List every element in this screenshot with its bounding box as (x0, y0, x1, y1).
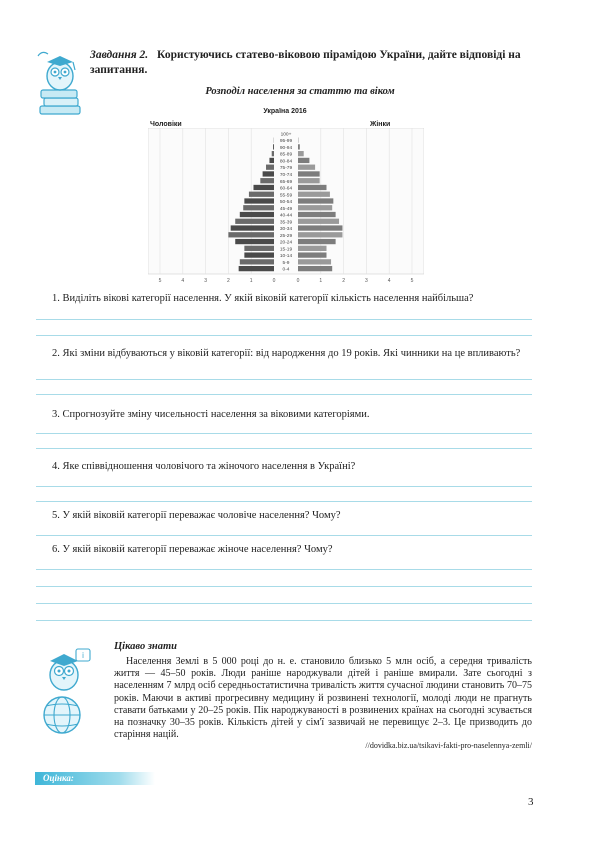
fact-title: Цікаво знати (114, 641, 178, 652)
question-5: 5. У якій віковій категорії переважає чоловіче населення? Чому? (52, 510, 341, 521)
age-label: 40-44 (279, 213, 293, 219)
age-label: 45-49 (279, 206, 293, 212)
bar-male-85-89 (272, 151, 274, 156)
age-label: 60-64 (279, 186, 293, 192)
task-heading (90, 48, 540, 78)
answer-line[interactable] (36, 319, 532, 320)
answer-line[interactable] (36, 501, 532, 502)
x-tick-label: 5 (410, 278, 414, 284)
answer-line[interactable] (36, 394, 532, 395)
age-label: 70-74 (279, 172, 293, 178)
age-label: 75-79 (279, 166, 293, 172)
bar-male-45-49 (243, 205, 274, 210)
owl-globe-icon (32, 645, 98, 737)
answer-line[interactable] (36, 603, 532, 604)
task-number: Завдання 2. (90, 49, 149, 61)
population-pyramid-chart (148, 128, 424, 286)
bar-male-10-14 (244, 252, 274, 257)
bar-male-15-19 (244, 246, 274, 251)
answer-line[interactable] (36, 486, 532, 487)
question-2: 2. Які зміни відбуваються у віковій категорії: від народження до 19 років. Які чинники на це впливають? (52, 348, 521, 359)
age-label: 55-59 (279, 193, 293, 199)
bar-female-25-29 (298, 232, 342, 237)
bar-male-70-74 (263, 171, 274, 176)
bar-male-50-54 (244, 198, 274, 203)
age-label: 90-94 (279, 145, 293, 151)
age-label: 35-39 (279, 220, 293, 226)
x-tick-label: 4 (181, 278, 185, 284)
bar-female-85-89 (298, 151, 304, 156)
question-4: 4. Яке співвідношення чоловічого та жіночого населення в Україні? (52, 461, 356, 472)
bar-male-75-79 (266, 165, 274, 170)
bar-female-5-9 (298, 259, 331, 264)
age-label: 80-84 (279, 159, 293, 165)
x-tick-label: 3 (204, 278, 207, 284)
age-label: 25-29 (279, 233, 293, 239)
answer-line[interactable] (36, 620, 532, 621)
bar-female-40-44 (298, 212, 336, 217)
bar-female-70-74 (298, 171, 320, 176)
question-1: 1. Виділіть вікові категорії населення. У якій віковій категорії кількість населення найбільша? (52, 293, 474, 304)
bar-female-65-69 (298, 178, 320, 183)
bar-female-45-49 (298, 205, 332, 210)
bar-male-0-4 (239, 266, 274, 271)
bar-male-5-9 (240, 259, 274, 264)
age-label: 30-34 (279, 227, 293, 233)
bar-male-40-44 (240, 212, 274, 217)
bar-male-65-69 (260, 178, 274, 183)
bar-male-80-84 (269, 158, 274, 163)
bar-female-75-79 (298, 165, 315, 170)
svg-text:i: i (82, 651, 84, 660)
age-label: 65-69 (279, 179, 293, 185)
grade-label: Оцінка: (43, 773, 74, 783)
answer-line[interactable] (36, 379, 532, 380)
x-tick-label: 3 (365, 278, 368, 284)
bar-male-30-34 (231, 225, 274, 230)
bar-male-25-29 (228, 232, 274, 237)
bar-female-35-39 (298, 219, 339, 224)
bar-female-30-34 (298, 225, 342, 230)
x-tick-label: 1 (319, 278, 323, 284)
question-6: 6. У якій віковій категорії переважає жіноче населення? Чому? (52, 544, 333, 555)
bar-female-90-94 (298, 144, 300, 149)
bar-female-55-59 (298, 192, 330, 197)
chart-right-label: Жінки (370, 121, 391, 128)
age-label: 95-99 (279, 139, 293, 145)
age-label: 10-14 (279, 254, 293, 260)
answer-line[interactable] (36, 433, 532, 434)
x-tick-label: 0 (296, 278, 300, 284)
page-number: 3 (528, 796, 534, 808)
x-tick-label: 4 (387, 278, 391, 284)
source-link[interactable]: //dovidka.biz.ua/tsikavi-fakti-pro-naselennya-zemli/ (365, 741, 532, 750)
bar-male-60-64 (253, 185, 274, 190)
x-tick-label: 2 (342, 278, 345, 284)
bar-female-20-24 (298, 239, 336, 244)
answer-line[interactable] (36, 535, 532, 536)
bar-female-80-84 (298, 158, 309, 163)
question-3: 3. Спрогнозуйте зміну чисельності населення за віковими категоріями. (52, 409, 370, 420)
chart-left-label: Чоловіки (150, 121, 182, 128)
bar-female-50-54 (298, 198, 333, 203)
owl-books-icon (32, 46, 88, 120)
age-label: 15-19 (279, 247, 293, 253)
chart-title: Україна 2016 (263, 108, 307, 115)
answer-line[interactable] (36, 448, 532, 449)
age-label: 20-24 (279, 240, 293, 246)
x-tick-label: 2 (227, 278, 230, 284)
grade-banner (35, 772, 155, 785)
x-tick-label: 1 (249, 278, 253, 284)
age-label: 85-89 (279, 152, 293, 158)
answer-line[interactable] (36, 586, 532, 587)
bar-male-35-39 (235, 219, 274, 224)
bar-female-0-4 (298, 266, 332, 271)
age-label: 50-54 (279, 200, 293, 206)
fact-text: Населення Землі в 5 000 році до н. е. становило близько 5 млн осіб, а середня тривалість життя — 45–50 років. Люди раніше народжували дітей і раніше вмирали. Зате сьогодні з населенням 7 млрд осіб середньостатистична тривалість життя сучасної людини становить 70–75 років. Маючи в активі прогресивну медицину й розвинені технології, молоді люди не прагнуть ставати батьками у 20–25 років. Пік народжуваності в розвинених країнах на сьогодні зсувається на позначку 30–35 років. Кількість дітей у сім'ї зазвичай не перевищує 2–3. Це призводить до старіння націй. (114, 656, 532, 741)
bar-male-55-59 (249, 192, 274, 197)
x-tick-label: 0 (272, 278, 276, 284)
age-label: 5-9 (282, 260, 290, 266)
age-label: 0-4 (282, 267, 290, 273)
answer-line[interactable] (36, 569, 532, 570)
answer-line[interactable] (36, 335, 532, 336)
x-tick-label: 5 (158, 278, 162, 284)
bar-female-10-14 (298, 252, 327, 257)
task-text: Користуючись статево-віковою пірамідою України, дайте відповіді на запитання. (90, 49, 521, 76)
pyramid-caption: Розподіл населення за статтю та віком (205, 86, 395, 97)
bar-female-60-64 (298, 185, 327, 190)
age-label: 100+ (280, 132, 292, 138)
bar-male-90-94 (273, 144, 274, 149)
bar-female-15-19 (298, 246, 327, 251)
bar-male-20-24 (235, 239, 274, 244)
